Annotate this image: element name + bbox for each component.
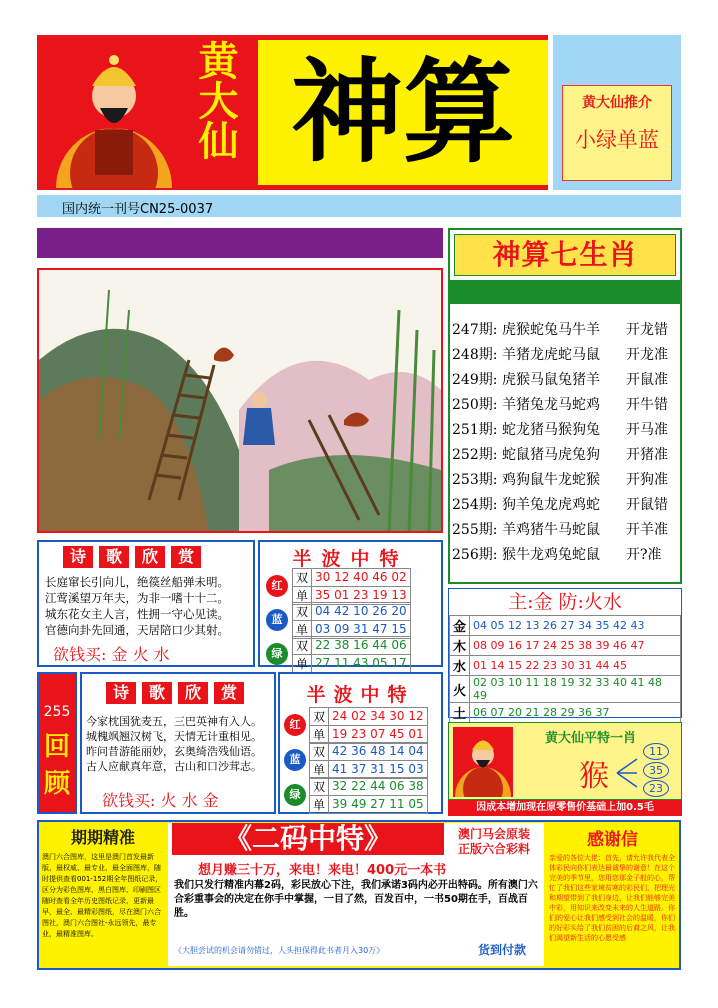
right-letter-box [547, 823, 678, 966]
recommend-box [562, 85, 672, 181]
zodiac-row: 251期: 蛇龙猪马猴狗兔 开马准 [452, 421, 668, 438]
half-wave-box-2: 半波中特 红 双 24 02 34 30 12 单 19 23 07 45 01 蓝 双 42 36 48 14 04 单 41 37 31 15 03 绿 双 32 22 44 06 38 单 39 49 27 11 05 [278, 672, 443, 814]
flat-special-box [448, 722, 682, 800]
green-ball: 绿 [266, 643, 288, 665]
center-box [168, 823, 544, 966]
flat-special-title: 黄大仙平特一肖 [545, 731, 637, 746]
flat-special-num: 11 [643, 743, 669, 760]
right-text: 亲爱的各位大佬：首先，请允许我代表全体彩民向你们表达最诚挚的谢意！在这个完美的季节里，您用您那金子般的心，帮忙了我们这些家境贫寒的彩民们，把理光和期望带到了我们身边，让我们能够完美中彩，用知识来改变未来的人生道路。你们的爱心让我们感受到社会的温暖，你们的好彩头给了我们贫困的后裔之风，让我们渴望新生活的心愿受感 [549, 854, 675, 942]
left-title: 期期精准 [70, 828, 135, 847]
zodiac-panel [448, 228, 682, 584]
center-sub-2: 正版六合彩料 [457, 842, 530, 856]
flat-special-zodiac: 猴 [579, 759, 609, 794]
poem-lines: 长庭窜长引向儿，绝篌丝船弹未明。 江莺溪望万年夫，为非一嗜十十二。 城东花女主人言，性拥一守心见读。 官德向卦先回通，天居陪口少其射。 [45, 575, 229, 637]
red-ball: 红 [266, 575, 288, 597]
deity-small-image [453, 727, 513, 797]
zodiac-row: 253期: 鸡狗鼠牛龙蛇猴 开狗准 [452, 471, 668, 488]
zodiac-row: 247期: 虎猴蛇兔马牛羊 开龙错 [452, 321, 668, 338]
red-ball: 红 [284, 714, 306, 736]
zodiac-title-text: 神算七生肖 [492, 238, 638, 271]
poem-title: 诗 歌 欣 赏 [106, 682, 244, 704]
review-period: 255 [43, 704, 71, 720]
zodiac-row: 248期: 羊猪龙虎蛇马鼠 开龙准 [452, 346, 668, 363]
arrow-icon [615, 755, 639, 791]
zodiac-row: 254期: 狗羊兔龙虎鸡蛇 开鼠错 [452, 496, 668, 513]
footer-action: 货到付款 [477, 943, 526, 957]
publication-number: 国内统一刊号CN25-0037 [62, 202, 214, 217]
flat-special-num: 23 [643, 780, 669, 797]
flat-special-num: 35 [643, 762, 669, 779]
zodiac-list [452, 316, 680, 566]
right-title: 感谢信 [587, 830, 638, 850]
zodiac-row: 256期: 猴牛龙鸡兔蛇鼠 开?准 [452, 546, 662, 563]
five-elements-box: 主:金 防:火水 金 04 05 12 13 26 27 34 35 42 43 木 08 09 16 17 24 25 38 39 46 47 水 01 14 15 22 23 30 31 44 45 火 02 03 10 11 18 19 32 33 40 41 48 49 土 06 07 20 21 28 29 36 37 [448, 588, 682, 718]
review-label-2: 顾 [43, 769, 70, 799]
purple-divider [37, 228, 443, 258]
painting-image [37, 268, 443, 533]
zodiac-row: 249期: 虎猴马鼠兔猪羊 开鼠准 [452, 371, 668, 388]
poem-title: 诗 歌 欣 赏 [63, 546, 201, 568]
deity-figure-image [55, 38, 173, 188]
half-wave-title: 半波中特 [306, 684, 415, 706]
left-text: 澳门六合图库，这里是澳门首发最新版、最权威、最专业、最全面图库，随时提供查看001-152期全年图纸记录，区分为彩色图库、黑白图库、印刷图区 随时查看全年历史图纸记录，更新最早，最全、最精彩图纸，尽在澳门六合图社，澳门六合图社-永远领先，最专业，最精准图库。 [42, 853, 163, 938]
name-vertical: 黄大仙 [192, 40, 239, 160]
poem-box-2 [80, 672, 276, 814]
body-text: 我们只发行精准内幕2码，彩民放心下注，我们承诺3码内必开出特码。所有澳门六合彩重事会的决定在你手中掌握，一目了然，百发百中，一书50期在手，百战百胜。 [174, 880, 538, 919]
slogan: 想月赚三十万，来电！来电！400元一本书 [198, 863, 447, 878]
recommend-label: 黄大仙推介 [582, 95, 652, 111]
publication-bar [37, 195, 681, 217]
five-elements-title: 主:金 防:火水 [508, 591, 622, 613]
cost-note: 因成本增加现在原零售价基础上加0.5毛 [448, 800, 682, 816]
recommend-value: 小绿单蓝 [575, 128, 659, 152]
half-wave-box-1: 半波中特 红 双 30 12 40 46 02 单 35 01 23 19 13 蓝 双 04 42 10 26 20 单 03 09 31 47 15 绿 双 22 38 16 44 06 单 27 11 43 05 17 [258, 540, 443, 667]
main-title: 神算 [258, 40, 548, 185]
zodiac-row: 255期: 羊鸡猪牛马蛇鼠 开羊准 [452, 521, 668, 538]
green-ball: 绿 [284, 784, 306, 806]
review-label-1: 回 [43, 732, 70, 762]
zodiac-title-bar [450, 280, 680, 304]
zodiac-row: 250期: 羊猪兔龙马蛇鸡 开牛错 [452, 396, 668, 413]
blue-ball: 蓝 [266, 609, 288, 631]
left-info-box [40, 823, 166, 966]
footer-note: 《大胆尝试的机会请勿错过，人头担保得此书者月入30万》 [174, 946, 385, 955]
center-sub-1: 澳门马会原装 [457, 827, 530, 841]
poem-box-1 [37, 540, 255, 667]
poem-buy: 欲钱买: 火 水 金 [102, 791, 219, 810]
center-title: 《二码中特》 [172, 823, 444, 855]
half-wave-title: 半波中特 [292, 548, 409, 570]
poem-buy: 欲钱买: 金 火 水 [53, 645, 170, 664]
zodiac-row: 252期: 蛇鼠猪马虎兔狗 开猪准 [452, 446, 668, 463]
blue-ball: 蓝 [284, 749, 306, 771]
review-box [37, 672, 77, 814]
poem-lines: 今家枕国犹麦五，三巴英神有入人。 城槐飒翘汉树飞，天情无计重相见。 昨问昔游能丽妙，玄奥绮浩残仙语。 古人应献真年意，古山和口沙茸志。 [86, 715, 262, 773]
